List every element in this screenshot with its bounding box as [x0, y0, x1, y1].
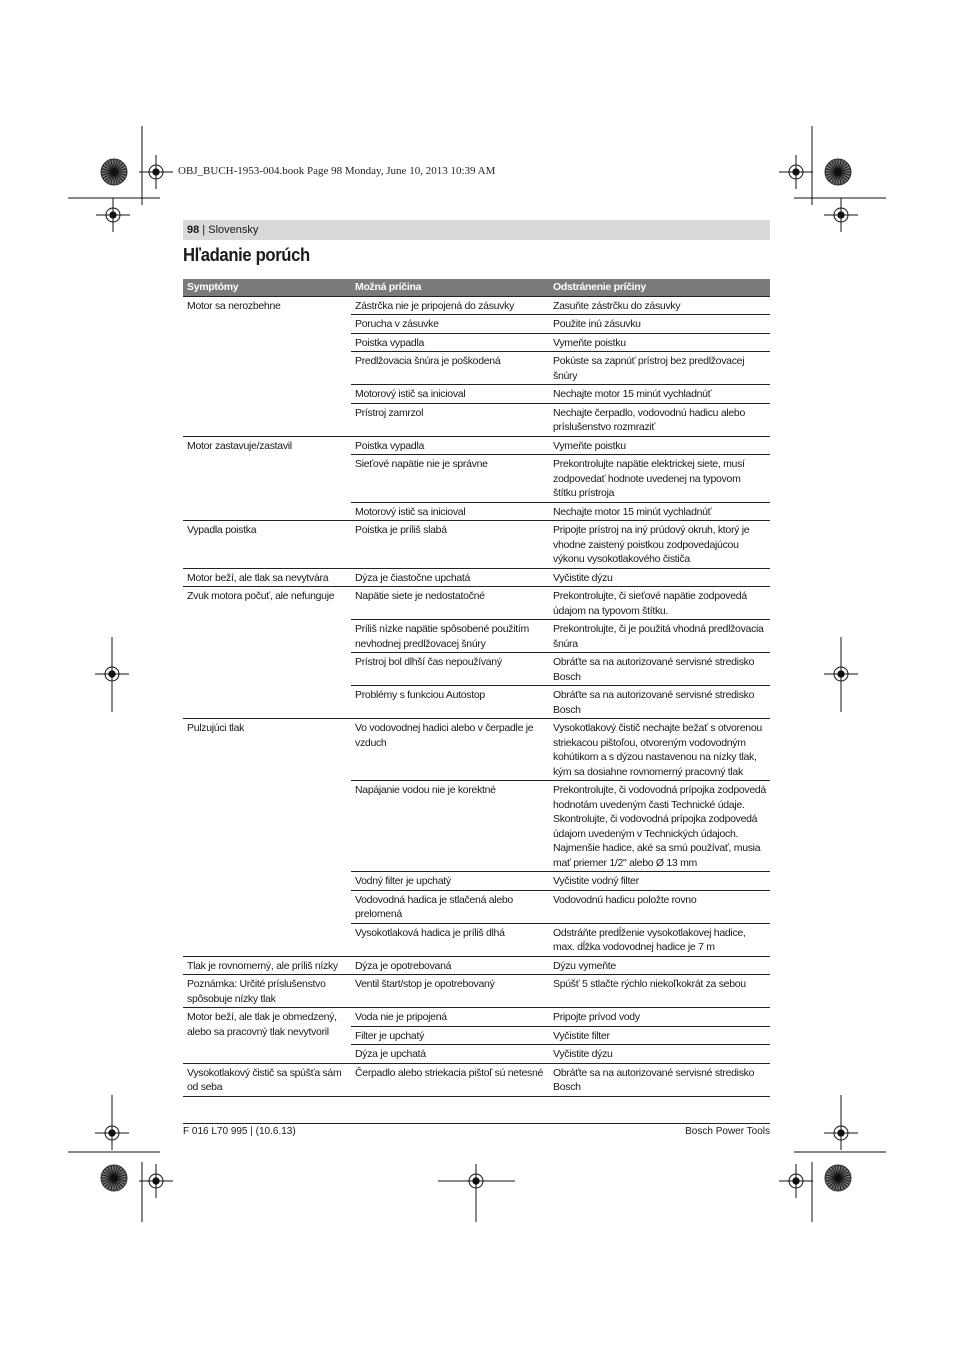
remedy-cell: Prekontrolujte napätie elektrickej siete, musí zodpovedať hodnote uvedenej na typovom štítku prístroja [549, 455, 770, 503]
table-row [183, 436, 770, 455]
remedy-cell: Použite inú zásuvku [549, 315, 770, 334]
table-body [183, 296, 770, 1096]
table-header-row [183, 279, 770, 296]
cause-cell: Poistka je príliš slabá [351, 521, 549, 569]
cause-cell: Motorový istič sa inicioval [351, 502, 549, 521]
cause-cell: Poistka vypadla [351, 436, 549, 455]
cause-cell: Motorový istič sa inicioval [351, 385, 549, 404]
symptom-cell: Vysokotlakový čistič sa spúšťa sám od seba [183, 1063, 351, 1096]
symptom-cell: Vypadla poistka [183, 521, 351, 569]
symptom-cell: Tlak je rovnomerný, ale príliš nízky [183, 956, 351, 975]
remedy-cell: Spúšť 5 stlačte rýchlo niekoľkokrát za sebou [549, 975, 770, 1008]
symptom-cell: Motor beží, ale tlak je obmedzený, alebo sa pracovný tlak nevytvoril [183, 1008, 351, 1064]
cause-cell: Vodovodná hadica je stlačená alebo prelomená [351, 890, 549, 923]
remedy-cell: Vysokotlakový čistič nechajte bežať s otvorenou striekacou pištoľou, otvoreným vodovodným kohútikom a s dýzou nastavenou na nízky tlak, kým sa dosiahne rovnomerný pracovný tlak [549, 719, 770, 781]
table-row [183, 1063, 770, 1096]
cause-cell: Zástrčka nie je pripojená do zásuvky [351, 296, 549, 315]
remedy-cell: Vymeňte poistku [549, 436, 770, 455]
header-language: Slovensky [208, 224, 259, 236]
page-header [183, 220, 770, 240]
remedy-cell: Vyčistite dýzu [549, 568, 770, 587]
print-info-line: OBJ_BUCH-1953-004.book Page 98 Monday, June 10, 2013 10:39 AM [178, 165, 496, 177]
remedy-cell: Prekontrolujte, či je použitá vhodná predlžovacia šnúra [549, 620, 770, 653]
remedy-cell: Obráťte sa na autorizované servisné stredisko Bosch [549, 1063, 770, 1096]
remedy-cell: Obráťte sa na autorizované servisné stredisko Bosch [549, 686, 770, 719]
symptom-cell: Motor zastavuje/zastavil [183, 436, 351, 521]
page-title: Hľadanie porúch [183, 244, 310, 265]
cause-cell: Čerpadlo alebo striekacia pištoľ sú netesné [351, 1063, 549, 1096]
cause-cell: Prístroj bol dlhší čas nepoužívaný [351, 653, 549, 686]
column-header-remedy: Odstránenie príčiny [549, 279, 770, 296]
cause-cell: Vysokotlaková hadica je príliš dlhá [351, 923, 549, 956]
table-row [183, 568, 770, 587]
symptom-cell: Motor beží, ale tlak sa nevytvára [183, 568, 351, 587]
column-header-symptoms: Symptómy [183, 279, 351, 296]
remedy-cell: Nechajte čerpadlo, vodovodnú hadicu alebo príslušenstvo rozmraziť [549, 403, 770, 436]
table-row [183, 296, 770, 315]
remedy-cell: Dýzu vymeňte [549, 956, 770, 975]
column-header-cause: Možná príčina [351, 279, 549, 296]
symptom-cell: Pulzujúci tlak [183, 719, 351, 957]
cause-cell: Voda nie je pripojená [351, 1008, 549, 1027]
cause-cell: Porucha v zásuvke [351, 315, 549, 334]
table-row [183, 587, 770, 620]
cause-cell: Ventil štart/stop je opotrebovaný [351, 975, 549, 1008]
remedy-cell: Pripojte prístroj na iný prúdový okruh, ktorý je vhodne zaistený poistkou zodpovedajúcou výkonu vysokotlakového čističa [549, 521, 770, 569]
cause-cell: Dýza je čiastočne upchatá [351, 568, 549, 587]
cause-cell: Dýza je opotrebovaná [351, 956, 549, 975]
page-number: 98 [187, 224, 200, 236]
symptom-cell: Poznámka: Určité príslušenstvo spôsobuje nízky tlak [183, 975, 351, 1008]
symptom-cell: Zvuk motora počuť, ale nefunguje [183, 587, 351, 719]
table-row [183, 1008, 770, 1027]
table-row [183, 521, 770, 569]
remedy-cell: Prekontrolujte, či vodovodná prípojka zodpovedá hodnotám uvedeným časti Technické údaje. Skontrolujte, či vodovodná prípojka zodpovedá údajom uvedeným v Technických údajoch. Najmenšie hadice, aké sa smú používať, musia mať priemer 1/2" alebo Ø 13 mm [549, 781, 770, 872]
remedy-cell: Nechajte motor 15 minút vychladnúť [549, 502, 770, 521]
cause-cell: Vodný filter je upchatý [351, 872, 549, 891]
cause-cell: Príliš nízke napätie spôsobené použitím nevhodnej predlžovacej šnúry [351, 620, 549, 653]
remedy-cell: Vymeňte poistku [549, 333, 770, 352]
remedy-cell: Vodovodnú hadicu položte rovno [549, 890, 770, 923]
remedy-cell: Vyčistite filter [549, 1026, 770, 1045]
remedy-cell: Pokúste sa zapnúť prístroj bez predlžovacej šnúry [549, 352, 770, 385]
table-row [183, 956, 770, 975]
footer-brand: Bosch Power Tools [685, 1126, 770, 1137]
remedy-cell: Zasuňte zástrčku do zásuvky [549, 296, 770, 315]
footer-rule [183, 1123, 770, 1124]
remedy-cell: Odstráňte predĺženie vysokotlakovej hadice, max. dĺžka vodovodnej hadice je 7 m [549, 923, 770, 956]
header-separator: | [199, 224, 209, 236]
cause-cell: Sieťové napätie nie je správne [351, 455, 549, 503]
cause-cell: Napájanie vodou nie je korektné [351, 781, 549, 872]
cause-cell: Filter je upchatý [351, 1026, 549, 1045]
table-row [183, 719, 770, 781]
remedy-cell: Prekontrolujte, či sieťové napätie zodpovedá údajom na typovom štítku. [549, 587, 770, 620]
footer-document-code: F 016 L70 995 | (10.6.13) [183, 1126, 296, 1137]
remedy-cell: Nechajte motor 15 minút vychladnúť [549, 385, 770, 404]
troubleshooting-table [183, 279, 770, 1097]
cause-cell: Vo vodovodnej hadici alebo v čerpadle je vzduch [351, 719, 549, 781]
cause-cell: Dýza je upchatá [351, 1045, 549, 1064]
symptom-cell: Motor sa nerozbehne [183, 296, 351, 436]
cause-cell: Problémy s funkciou Autostop [351, 686, 549, 719]
cause-cell: Predlžovacia šnúra je poškodená [351, 352, 549, 385]
remedy-cell: Obráťte sa na autorizované servisné stredisko Bosch [549, 653, 770, 686]
remedy-cell: Vyčistite vodný filter [549, 872, 770, 891]
cause-cell: Napätie siete je nedostatočné [351, 587, 549, 620]
cause-cell: Poistka vypadla [351, 333, 549, 352]
remedy-cell: Vyčistite dýzu [549, 1045, 770, 1064]
cause-cell: Prístroj zamrzol [351, 403, 549, 436]
remedy-cell: Pripojte prívod vody [549, 1008, 770, 1027]
table-row [183, 975, 770, 1008]
